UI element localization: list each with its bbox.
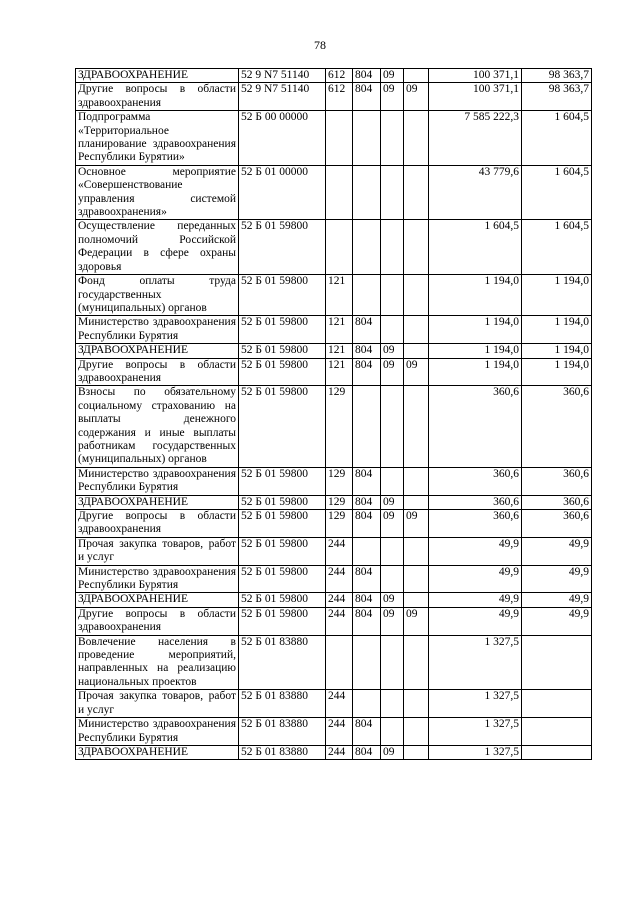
row-target-code: 52 9 N7 51140 — [239, 69, 326, 83]
table-row — [76, 344, 592, 358]
row-name: ЗДРАВООХРАНЕНИЕ — [76, 745, 239, 759]
row-sum-2: 360,6 — [522, 510, 592, 538]
row-grbs: 804 — [353, 316, 381, 344]
table-row — [76, 83, 592, 111]
row-sum-2: 49,9 — [522, 593, 592, 607]
row-section — [381, 316, 404, 344]
row-sum-1: 49,9 — [429, 565, 522, 593]
row-target-code: 52 9 N7 51140 — [239, 83, 326, 111]
row-name: Министерство здравоохранения Республики Бурятия — [76, 316, 239, 344]
table-row — [76, 69, 592, 83]
row-section: 09 — [381, 69, 404, 83]
row-subsection — [404, 537, 429, 565]
row-sum-2 — [522, 745, 592, 759]
table-row — [76, 745, 592, 759]
row-target-code: 52 Б 01 59800 — [239, 316, 326, 344]
row-target-code: 52 Б 01 59800 — [239, 467, 326, 495]
row-sum-2: 1 194,0 — [522, 275, 592, 316]
row-subsection — [404, 495, 429, 509]
row-expense-type — [326, 635, 353, 690]
table-row — [76, 495, 592, 509]
row-expense-type: 244 — [326, 593, 353, 607]
row-expense-type: 612 — [326, 69, 353, 83]
row-name: Другие вопросы в области здравоохранения — [76, 607, 239, 635]
row-name: Министерство здравоохранения Республики Бурятия — [76, 467, 239, 495]
row-sum-2 — [522, 690, 592, 718]
row-target-code: 52 Б 00 00000 — [239, 111, 326, 166]
row-subsection — [404, 565, 429, 593]
row-target-code: 52 Б 01 59800 — [239, 220, 326, 275]
row-sum-2: 1 194,0 — [522, 344, 592, 358]
row-grbs — [353, 635, 381, 690]
row-subsection: 09 — [404, 83, 429, 111]
table-row — [76, 537, 592, 565]
row-name: Другие вопросы в области здравоохранения — [76, 510, 239, 538]
row-sum-1: 49,9 — [429, 593, 522, 607]
table-row — [76, 565, 592, 593]
row-sum-1: 1 604,5 — [429, 220, 522, 275]
row-section — [381, 111, 404, 166]
row-expense-type: 121 — [326, 275, 353, 316]
table-row — [76, 111, 592, 166]
row-subsection: 09 — [404, 510, 429, 538]
row-target-code: 52 Б 01 59800 — [239, 510, 326, 538]
row-expense-type: 121 — [326, 358, 353, 386]
row-expense-type: 129 — [326, 467, 353, 495]
row-section: 09 — [381, 358, 404, 386]
row-expense-type: 244 — [326, 565, 353, 593]
row-section: 09 — [381, 495, 404, 509]
row-sum-1: 1 327,5 — [429, 635, 522, 690]
row-grbs: 804 — [353, 358, 381, 386]
row-section: 09 — [381, 510, 404, 538]
row-grbs: 804 — [353, 83, 381, 111]
budget-table-body — [76, 69, 592, 760]
row-expense-type: 121 — [326, 344, 353, 358]
row-sum-1: 1 194,0 — [429, 275, 522, 316]
row-name: Другие вопросы в области здравоохранения — [76, 83, 239, 111]
row-sum-1: 1 194,0 — [429, 358, 522, 386]
table-row — [76, 690, 592, 718]
row-target-code: 52 Б 01 59800 — [239, 593, 326, 607]
row-grbs — [353, 275, 381, 316]
row-grbs: 804 — [353, 745, 381, 759]
row-subsection — [404, 69, 429, 83]
table-row — [76, 386, 592, 467]
row-sum-2: 49,9 — [522, 607, 592, 635]
row-sum-2: 98 363,7 — [522, 69, 592, 83]
row-target-code: 52 Б 01 59800 — [239, 495, 326, 509]
row-grbs: 804 — [353, 565, 381, 593]
row-target-code: 52 Б 01 83880 — [239, 718, 326, 746]
table-row — [76, 718, 592, 746]
row-subsection: 09 — [404, 607, 429, 635]
row-subsection — [404, 467, 429, 495]
row-grbs: 804 — [353, 510, 381, 538]
row-section — [381, 220, 404, 275]
row-name: Министерство здравоохранения Республики Бурятия — [76, 718, 239, 746]
row-sum-2 — [522, 635, 592, 690]
row-section: 09 — [381, 607, 404, 635]
row-subsection — [404, 275, 429, 316]
row-grbs: 804 — [353, 495, 381, 509]
row-name: Основное мероприятие «Совершенствование управления системой здравоохранения» — [76, 165, 239, 220]
row-sum-1: 1 194,0 — [429, 344, 522, 358]
row-name: Другие вопросы в области здравоохранения — [76, 358, 239, 386]
row-expense-type — [326, 111, 353, 166]
row-grbs: 804 — [353, 344, 381, 358]
row-expense-type: 244 — [326, 537, 353, 565]
row-grbs: 804 — [353, 593, 381, 607]
table-row — [76, 358, 592, 386]
row-grbs — [353, 690, 381, 718]
row-expense-type: 612 — [326, 83, 353, 111]
page-number: 78 — [314, 38, 326, 52]
row-grbs — [353, 220, 381, 275]
row-sum-2: 1 194,0 — [522, 316, 592, 344]
row-target-code: 52 Б 01 59800 — [239, 386, 326, 467]
row-expense-type — [326, 165, 353, 220]
row-subsection — [404, 344, 429, 358]
table-row — [76, 593, 592, 607]
row-sum-2: 1 194,0 — [522, 358, 592, 386]
row-sum-2: 98 363,7 — [522, 83, 592, 111]
row-name: Фонд оплаты труда государственных (муниципальных) органов — [76, 275, 239, 316]
row-subsection — [404, 316, 429, 344]
row-name: Прочая закупка товаров, работ и услуг — [76, 690, 239, 718]
row-section: 09 — [381, 83, 404, 111]
row-name: ЗДРАВООХРАНЕНИЕ — [76, 344, 239, 358]
row-name: Вовлечение населения в проведение мероприятий, направленных на реализацию национальных проектов — [76, 635, 239, 690]
row-sum-2 — [522, 718, 592, 746]
row-name: Подпрограмма «Территориальное планирование здравоохранения Республики Бурятии» — [76, 111, 239, 166]
row-sum-2: 360,6 — [522, 495, 592, 509]
row-expense-type: 244 — [326, 745, 353, 759]
row-grbs: 804 — [353, 718, 381, 746]
row-target-code: 52 Б 01 00000 — [239, 165, 326, 220]
row-sum-1: 360,6 — [429, 495, 522, 509]
row-section: 09 — [381, 344, 404, 358]
row-expense-type: 244 — [326, 718, 353, 746]
row-section — [381, 718, 404, 746]
row-sum-1: 100 371,1 — [429, 83, 522, 111]
row-target-code: 52 Б 01 83880 — [239, 635, 326, 690]
row-grbs: 804 — [353, 69, 381, 83]
row-subsection — [404, 386, 429, 467]
table-row — [76, 467, 592, 495]
row-sum-1: 360,6 — [429, 386, 522, 467]
row-subsection — [404, 718, 429, 746]
row-grbs — [353, 537, 381, 565]
row-grbs — [353, 165, 381, 220]
row-target-code: 52 Б 01 59800 — [239, 358, 326, 386]
row-expense-type: 129 — [326, 495, 353, 509]
row-sum-2: 1 604,5 — [522, 111, 592, 166]
row-target-code: 52 Б 01 83880 — [239, 745, 326, 759]
row-name: ЗДРАВООХРАНЕНИЕ — [76, 593, 239, 607]
row-sum-1: 1 327,5 — [429, 690, 522, 718]
row-expense-type: 244 — [326, 607, 353, 635]
row-name: Взносы по обязательному социальному страхованию на выплаты денежного содержания и иные выплаты работникам государственных (муниципальных) органов — [76, 386, 239, 467]
row-target-code: 52 Б 01 59800 — [239, 344, 326, 358]
row-expense-type — [326, 220, 353, 275]
row-sum-1: 43 779,6 — [429, 165, 522, 220]
row-name: Министерство здравоохранения Республики Бурятия — [76, 565, 239, 593]
row-section — [381, 386, 404, 467]
row-subsection — [404, 745, 429, 759]
table-row — [76, 316, 592, 344]
row-target-code: 52 Б 01 59800 — [239, 565, 326, 593]
row-subsection: 09 — [404, 358, 429, 386]
row-section — [381, 635, 404, 690]
row-expense-type: 121 — [326, 316, 353, 344]
row-sum-1: 7 585 222,3 — [429, 111, 522, 166]
row-section: 09 — [381, 593, 404, 607]
row-subsection — [404, 635, 429, 690]
row-section — [381, 690, 404, 718]
row-sum-1: 49,9 — [429, 537, 522, 565]
row-sum-2: 360,6 — [522, 467, 592, 495]
row-subsection — [404, 165, 429, 220]
row-expense-type: 129 — [326, 510, 353, 538]
row-grbs: 804 — [353, 607, 381, 635]
row-sum-1: 1 194,0 — [429, 316, 522, 344]
row-sum-2: 1 604,5 — [522, 220, 592, 275]
row-section — [381, 565, 404, 593]
table-row — [76, 165, 592, 220]
row-section: 09 — [381, 745, 404, 759]
row-section — [381, 537, 404, 565]
row-name: Осуществление переданных полномочий Российской Федерации в сфере охраны здоровья — [76, 220, 239, 275]
row-sum-2: 1 604,5 — [522, 165, 592, 220]
row-sum-2: 49,9 — [522, 565, 592, 593]
row-name: ЗДРАВООХРАНЕНИЕ — [76, 495, 239, 509]
row-sum-2: 360,6 — [522, 386, 592, 467]
row-grbs — [353, 386, 381, 467]
row-name: Прочая закупка товаров, работ и услуг — [76, 537, 239, 565]
row-sum-2: 49,9 — [522, 537, 592, 565]
table-row — [76, 220, 592, 275]
row-subsection — [404, 593, 429, 607]
table-row — [76, 510, 592, 538]
table-row — [76, 275, 592, 316]
row-section — [381, 467, 404, 495]
row-sum-1: 1 327,5 — [429, 718, 522, 746]
row-subsection — [404, 111, 429, 166]
row-target-code: 52 Б 01 59800 — [239, 607, 326, 635]
row-sum-1: 360,6 — [429, 510, 522, 538]
row-subsection — [404, 690, 429, 718]
row-sum-1: 100 371,1 — [429, 69, 522, 83]
table-row — [76, 635, 592, 690]
row-subsection — [404, 220, 429, 275]
table-row — [76, 607, 592, 635]
row-expense-type: 129 — [326, 386, 353, 467]
row-section — [381, 165, 404, 220]
row-sum-1: 49,9 — [429, 607, 522, 635]
row-section — [381, 275, 404, 316]
budget-table — [75, 68, 592, 760]
row-target-code: 52 Б 01 83880 — [239, 690, 326, 718]
row-sum-1: 360,6 — [429, 467, 522, 495]
row-expense-type: 244 — [326, 690, 353, 718]
row-grbs: 804 — [353, 467, 381, 495]
row-grbs — [353, 111, 381, 166]
row-target-code: 52 Б 01 59800 — [239, 275, 326, 316]
row-name: ЗДРАВООХРАНЕНИЕ — [76, 69, 239, 83]
row-sum-1: 1 327,5 — [429, 745, 522, 759]
row-target-code: 52 Б 01 59800 — [239, 537, 326, 565]
